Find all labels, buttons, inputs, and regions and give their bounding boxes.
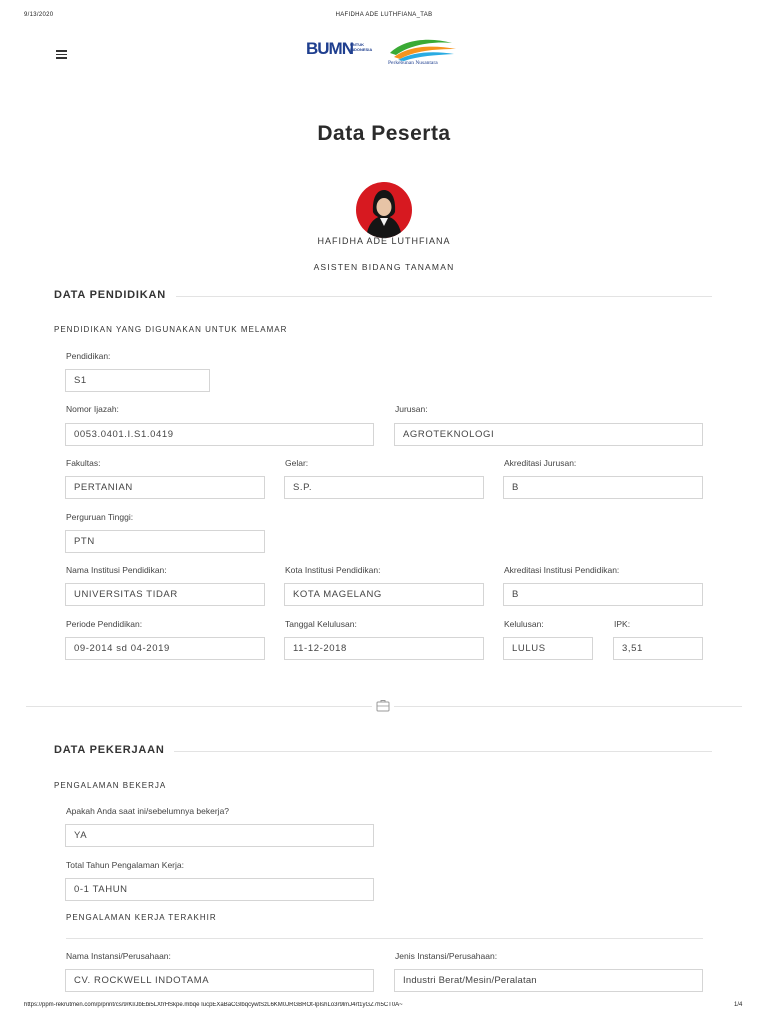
bumn-logo-text: BUMN (306, 39, 353, 58)
label-nama-instansi: Nama Instansi/Perusahaan: (66, 951, 171, 961)
field-jenis-instansi[interactable] (394, 969, 703, 992)
label-jenis-instansi: Jenis Instansi/Perusahaan: (395, 951, 498, 961)
field-total-tahun[interactable] (65, 878, 374, 901)
label-sedang-bekerja: Apakah Anda saat ini/sebelumnya bekerja? (66, 806, 230, 816)
field-fakultas[interactable] (65, 476, 265, 499)
print-doc-title: HAFIDHA ADE LUTHFIANA_TAB (335, 12, 433, 18)
field-perguruan-tinggi[interactable] (65, 530, 265, 553)
label-kota-institusi: Kota Institusi Pendidikan: (285, 565, 381, 575)
section-title-pendidikan: DATA PENDIDIKAN (54, 289, 167, 301)
avatar (356, 182, 412, 238)
field-nomor-ijazah[interactable] (65, 423, 374, 446)
participant-name: HAFIDHA ADE LUTHFIANA (317, 236, 451, 246)
section-rule (176, 296, 712, 297)
label-nama-institusi: Nama Institusi Pendidikan: (66, 565, 167, 575)
page-title: Data Peserta (317, 122, 451, 145)
field-akreditasi-institusi[interactable] (503, 583, 703, 606)
label-tanggal-kelulusan: Tanggal Kelulusan: (285, 619, 357, 629)
section-rule (66, 938, 703, 939)
label-gelar: Gelar: (285, 458, 309, 468)
hamburger-icon[interactable] (56, 50, 67, 59)
bumn-logo-subtext: UNTUK INDONESIA (350, 42, 373, 52)
label-akreditasi-institusi: Akreditasi Institusi Pendidikan: (504, 565, 620, 575)
subheading-last-job: PENGALAMAN KERJA TERAKHIR (66, 913, 217, 922)
field-kota-institusi[interactable] (284, 583, 484, 606)
label-akreditasi-jurusan: Akreditasi Jurusan: (504, 458, 577, 468)
label-pendidikan: Pendidikan: (66, 351, 111, 361)
subheading-pendidikan: PENDIDIKAN YANG DIGUNAKAN UNTUK MELAMAR (54, 325, 288, 334)
field-akreditasi-jurusan[interactable] (503, 476, 703, 499)
label-kelulusan: Kelulusan: (504, 619, 544, 629)
field-kelulusan[interactable] (503, 637, 593, 660)
label-nomor-ijazah: Nomor Ijazah: (66, 404, 119, 414)
print-url: https://ppm-rekrutmen.com/p/print/cs/9/Kl/JbEbi5LXfrHSkpe.mbqe IucpEXaBaCGlbqcywtSzL6KM0JRGBROt-lpIshLo3r9lmJ4rt1yGZ7h5CT0A~ (24, 1002, 403, 1008)
print-page-number: 1/4 (734, 1002, 743, 1008)
field-ipk[interactable] (613, 637, 703, 660)
field-pendidikan[interactable] (65, 369, 210, 392)
label-periode: Periode Pendidikan: (66, 619, 143, 629)
field-nama-instansi[interactable] (65, 969, 374, 992)
field-sedang-bekerja[interactable] (65, 824, 374, 847)
field-tanggal-kelulusan[interactable] (284, 637, 484, 660)
print-date: 9/13/2020 (24, 12, 54, 18)
field-jurusan[interactable] (394, 423, 703, 446)
bumn-logo (306, 33, 462, 69)
label-perguruan-tinggi: Perguruan Tinggi: (66, 512, 134, 522)
label-fakultas: Fakultas: (66, 458, 101, 468)
ptpn-swoosh-icon (386, 33, 458, 61)
section-title-pekerjaan: DATA PEKERJAAN (54, 744, 165, 756)
label-total-tahun: Total Tahun Pengalaman Kerja: (66, 860, 184, 870)
briefcase-icon (372, 697, 394, 715)
participant-position: ASISTEN BIDANG TANAMAN (313, 262, 455, 272)
subheading-pekerjaan: PENGALAMAN BEKERJA (54, 781, 167, 790)
label-ipk: IPK: (614, 619, 631, 629)
label-jurusan: Jurusan: (395, 404, 428, 414)
field-nama-institusi[interactable] (65, 583, 265, 606)
section-rule (174, 751, 712, 752)
ptpn-logo-text: Perkebunan Nusantara (388, 60, 438, 66)
field-periode[interactable] (65, 637, 265, 660)
field-gelar[interactable] (284, 476, 484, 499)
